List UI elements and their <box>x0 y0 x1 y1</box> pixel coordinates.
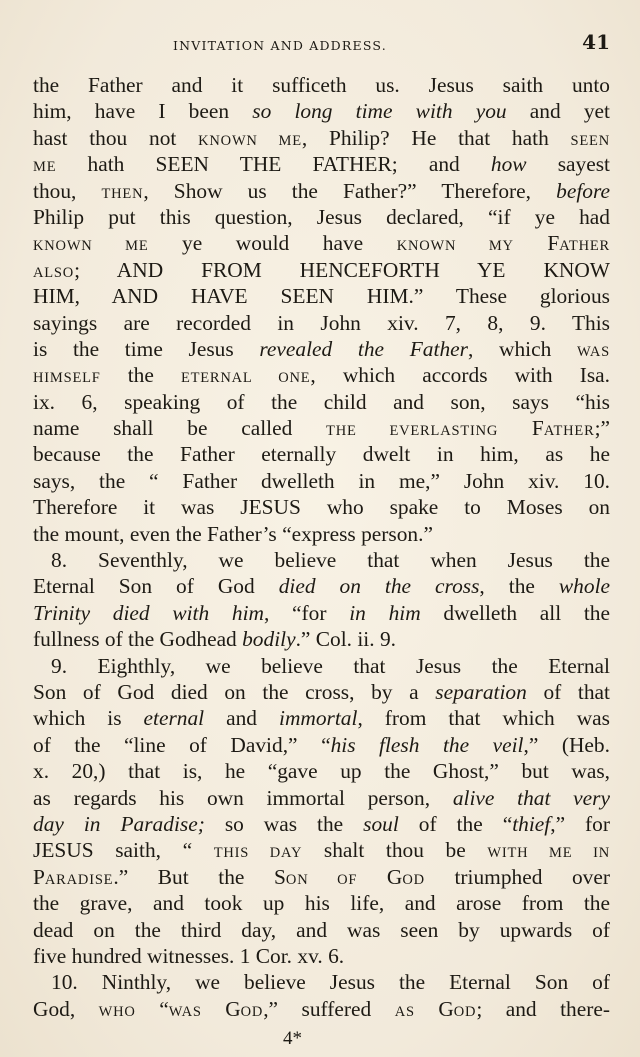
text-run: thou, <box>33 178 102 203</box>
page-header <box>33 26 610 72</box>
text-line <box>33 943 610 969</box>
small-caps-run: THE EVERLASTING <box>326 423 499 440</box>
text-run: of the “line of David,” “ <box>33 732 331 757</box>
italic-run: immortal <box>279 706 358 731</box>
text-run: F <box>498 416 544 441</box>
body-text <box>33 72 610 1022</box>
text-run: , Philip? He that hath <box>301 125 571 150</box>
small-caps-run: OD <box>240 1003 264 1020</box>
signature-mark: 4* <box>283 1028 302 1049</box>
text-run: of that <box>526 679 610 704</box>
text-run: as regards his own immortal person, <box>33 785 453 810</box>
text-run: and yet <box>506 99 610 124</box>
text-run: G <box>414 996 454 1021</box>
text-run: G <box>357 864 403 889</box>
text-line <box>33 125 610 151</box>
italic-run: in him <box>349 600 421 625</box>
text-line <box>33 653 610 679</box>
small-caps-run: ATHER <box>543 423 595 440</box>
text-line <box>33 837 610 863</box>
text-run: so was the <box>204 811 364 836</box>
text-run: Philip put this question, Jesus declared, “if ye had <box>33 204 610 229</box>
small-caps-run: ATHER <box>559 238 610 255</box>
text-run: , from that which was <box>357 706 610 731</box>
italic-run: died on the cross <box>278 574 480 599</box>
text-line <box>33 996 610 1022</box>
text-run: him, have I been <box>33 99 253 124</box>
italic-run: how <box>490 152 527 177</box>
text-run: JESUS saith, “ <box>33 838 214 863</box>
text-line <box>33 362 610 388</box>
text-line <box>33 785 610 811</box>
text-run: 8. Seventhly, we believe that when Jesus the <box>51 548 610 573</box>
text-line <box>33 758 610 784</box>
text-line <box>33 283 610 309</box>
text-line <box>33 494 610 520</box>
small-caps-run: AS <box>394 1003 415 1020</box>
text-run: 9. Eighthly, we believe that Jesus the Eternal <box>51 653 610 678</box>
text-run: P <box>33 864 45 889</box>
text-run: , Show us the Father?” Therefore, <box>143 178 557 203</box>
italic-run: revealed the Father <box>259 336 468 361</box>
text-line <box>33 178 610 204</box>
text-run: Eternal Son of God <box>33 574 279 599</box>
small-caps-run: OD <box>402 871 425 888</box>
text-run: Therefore it was JESUS who spake to Moses on <box>33 495 610 520</box>
text-line <box>33 917 610 943</box>
text-line <box>33 811 610 837</box>
text-run: hast thou not <box>33 125 199 150</box>
text-line <box>33 468 610 494</box>
text-line <box>33 257 610 283</box>
text-line <box>33 969 610 995</box>
text-run: the Father and it sufficeth us. Jesus saith unto <box>33 73 610 97</box>
text-run: .” Col. ii. 9. <box>295 627 396 652</box>
text-run: ye would have <box>148 231 397 256</box>
small-caps-run: ME <box>33 159 57 176</box>
text-run: ,” for <box>550 811 610 836</box>
text-run: ; and there- <box>476 996 610 1021</box>
text-run: .” But the S <box>113 864 286 889</box>
small-caps-run: HIMSELF <box>33 370 101 387</box>
small-caps-run: ETERNAL ONE <box>180 370 311 387</box>
text-line <box>33 547 610 573</box>
page-number: 41 <box>582 30 610 54</box>
text-run: is the time Jesus <box>33 336 260 361</box>
text-run: triumphed over <box>424 864 610 889</box>
text-run: HIM, AND HAVE SEEN HIM.” These glorious <box>33 284 610 309</box>
italic-run: his flesh the veil <box>330 732 524 757</box>
small-caps-run: WHO <box>98 1003 136 1020</box>
text-run: hath SEEN THE FATHER; and <box>56 152 491 177</box>
italic-run: before <box>556 178 610 203</box>
text-run: , the <box>479 574 559 599</box>
text-line <box>33 521 610 547</box>
text-run: Son of God died on the cross, by a <box>33 679 436 704</box>
text-run: 10. Ninthly, we believe Jesus the Eternal Son of <box>51 970 610 995</box>
text-run: the mount, even the Father’s “express person.” <box>33 521 433 546</box>
text-run: shalt thou be <box>302 838 488 863</box>
italic-run: whole <box>558 574 611 599</box>
small-caps-run: KNOWN MY <box>396 238 514 255</box>
text-run: five hundred witnesses. 1 Cor. xv. 6. <box>33 943 345 968</box>
text-line <box>33 151 610 177</box>
text-run: F <box>513 231 560 256</box>
small-caps-run: WAS <box>576 343 610 360</box>
italic-run: soul <box>363 811 399 836</box>
small-caps-run: THIS DAY <box>213 845 303 862</box>
text-run: , which accords with Isa. <box>310 363 610 388</box>
italic-run: Trinity died with him <box>33 600 264 625</box>
text-run: , which <box>467 336 577 361</box>
text-line <box>33 72 610 98</box>
small-caps-run: KNOWN ME <box>198 132 302 149</box>
small-caps-run: KNOWN ME <box>33 238 149 255</box>
text-line <box>33 705 610 731</box>
text-run: ; AND FROM HENCEFORTH YE KNOW <box>74 257 610 282</box>
small-caps-run: ALSO <box>33 264 75 281</box>
italic-run: eternal <box>143 706 205 731</box>
text-run: because the Father eternally dwelt in him, as he <box>33 442 610 467</box>
text-run: and <box>204 706 279 731</box>
text-line <box>33 204 610 230</box>
small-caps-run: WAS <box>168 1003 202 1020</box>
small-caps-run: THEN <box>101 185 144 202</box>
text-run: fullness of the Godhead <box>33 627 243 652</box>
running-head: INVITATION AND ADDRESS. <box>173 38 387 53</box>
text-run: , “for <box>263 600 350 625</box>
text-run: says, the “ Father dwelleth in me,” John xiv. 10. <box>33 468 610 493</box>
text-run: the grave, and took up his life, and arose from the <box>33 891 610 916</box>
small-caps-run: WITH ME IN <box>487 845 610 862</box>
italic-run: day in Paradise; <box>33 811 205 836</box>
italic-run: separation <box>435 679 527 704</box>
small-caps-run: OD <box>453 1003 477 1020</box>
text-line <box>33 415 610 441</box>
text-line <box>33 310 610 336</box>
text-line <box>33 890 610 916</box>
text-line <box>33 573 610 599</box>
text-line <box>33 336 610 362</box>
text-run: G <box>201 996 241 1021</box>
text-line <box>33 626 610 652</box>
text-run: dwelleth all the <box>420 600 610 625</box>
text-run: sayest <box>526 152 610 177</box>
text-run: which is <box>33 706 144 731</box>
small-caps-run: ARADISE <box>44 871 114 888</box>
text-line <box>33 732 610 758</box>
text-run: “ <box>135 996 169 1021</box>
text-run: of the “ <box>398 811 513 836</box>
text-run: ,” (Heb. <box>523 732 610 757</box>
text-line <box>33 98 610 124</box>
text-run: x. 20,) that is, he “gave up the Ghost,” but was, <box>33 759 610 784</box>
italic-run: alive that very <box>452 785 610 810</box>
italic-run: so long time with you <box>252 99 507 124</box>
text-run: ;” <box>594 416 610 441</box>
text-run: sayings are recorded in John xiv. 7, 8, 9. This <box>33 310 610 335</box>
text-run: God, <box>33 996 99 1021</box>
small-caps-run: ON OF <box>285 871 358 888</box>
text-run: the <box>100 363 181 388</box>
text-line <box>33 679 610 705</box>
text-line <box>33 389 610 415</box>
text-run: ,” suffered <box>263 996 395 1021</box>
italic-run: bodily <box>242 627 296 652</box>
text-line <box>33 864 610 890</box>
text-line <box>33 441 610 467</box>
text-run: dead on the third day, and was seen by upwards of <box>33 917 610 942</box>
small-caps-run: SEEN <box>570 132 610 149</box>
text-line <box>33 230 610 256</box>
text-run: name shall be called <box>33 416 327 441</box>
text-run: ix. 6, speaking of the child and son, says “his <box>33 389 610 414</box>
text-line <box>33 600 610 626</box>
italic-run: thief <box>512 811 551 836</box>
